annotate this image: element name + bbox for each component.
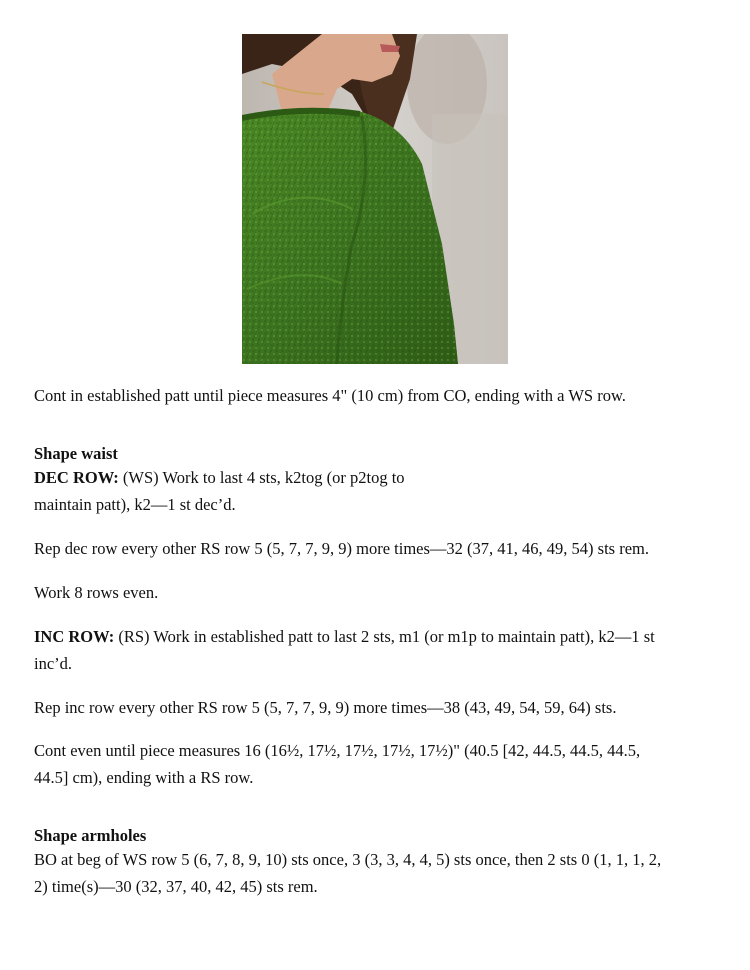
inc-row-text: (RS) Work in established patt to last 2 sts, m1 (or m1p to maintain patt), k2—1 st [114, 627, 655, 646]
paragraph-dec-row-cont: maintain patt), k2—1 st dec’d. [34, 495, 236, 514]
paragraph-dec-row [34, 464, 724, 491]
paragraph-bind-off-cont: 2) time(s)—30 (32, 37, 40, 42, 45) sts rem. [34, 877, 318, 896]
heading-shape-waist: Shape waist [34, 444, 118, 463]
paragraph-rep-dec: Rep dec row every other RS row 5 (5, 7, 7, 9, 9) more times—32 (37, 41, 46, 49, 54) sts rem. [34, 539, 649, 558]
paragraph-inc-row-cont: inc’d. [34, 654, 73, 673]
paragraph-rep-inc: Rep inc row every other RS row 5 (5, 7, 7, 9, 9) more times—38 (43, 49, 54, 59, 64) sts. [34, 698, 617, 717]
sweater-photo [242, 34, 508, 364]
dec-row-text: (WS) Work to last 4 sts, k2tog (or p2tog to [118, 468, 405, 487]
paragraph-continue-patt: Cont in established patt until piece measures 4" (10 cm) from CO, ending with a WS row. [34, 386, 626, 405]
paragraph-cont-even-cont: 44.5] cm), ending with a RS row. [34, 768, 254, 787]
inc-row-label: INC ROW: [34, 627, 115, 646]
paragraph-bind-off: BO at beg of WS row 5 (6, 7, 8, 9, 10) sts once, 3 (3, 3, 4, 4, 5) sts once, then 2 sts 0 (1, 1, 1, 2, [34, 850, 662, 869]
dec-row-label: DEC ROW: [34, 468, 119, 487]
paragraph-work-even: Work 8 rows even. [34, 583, 159, 602]
paragraph-cont-even: Cont even until piece measures 16 (16½, 17½, 17½, 17½, 17½)" (40.5 [42, 44.5, 44.5, 44.5, [34, 741, 641, 760]
heading-shape-armholes: Shape armholes [34, 826, 147, 845]
paragraph-inc-row [34, 623, 724, 650]
